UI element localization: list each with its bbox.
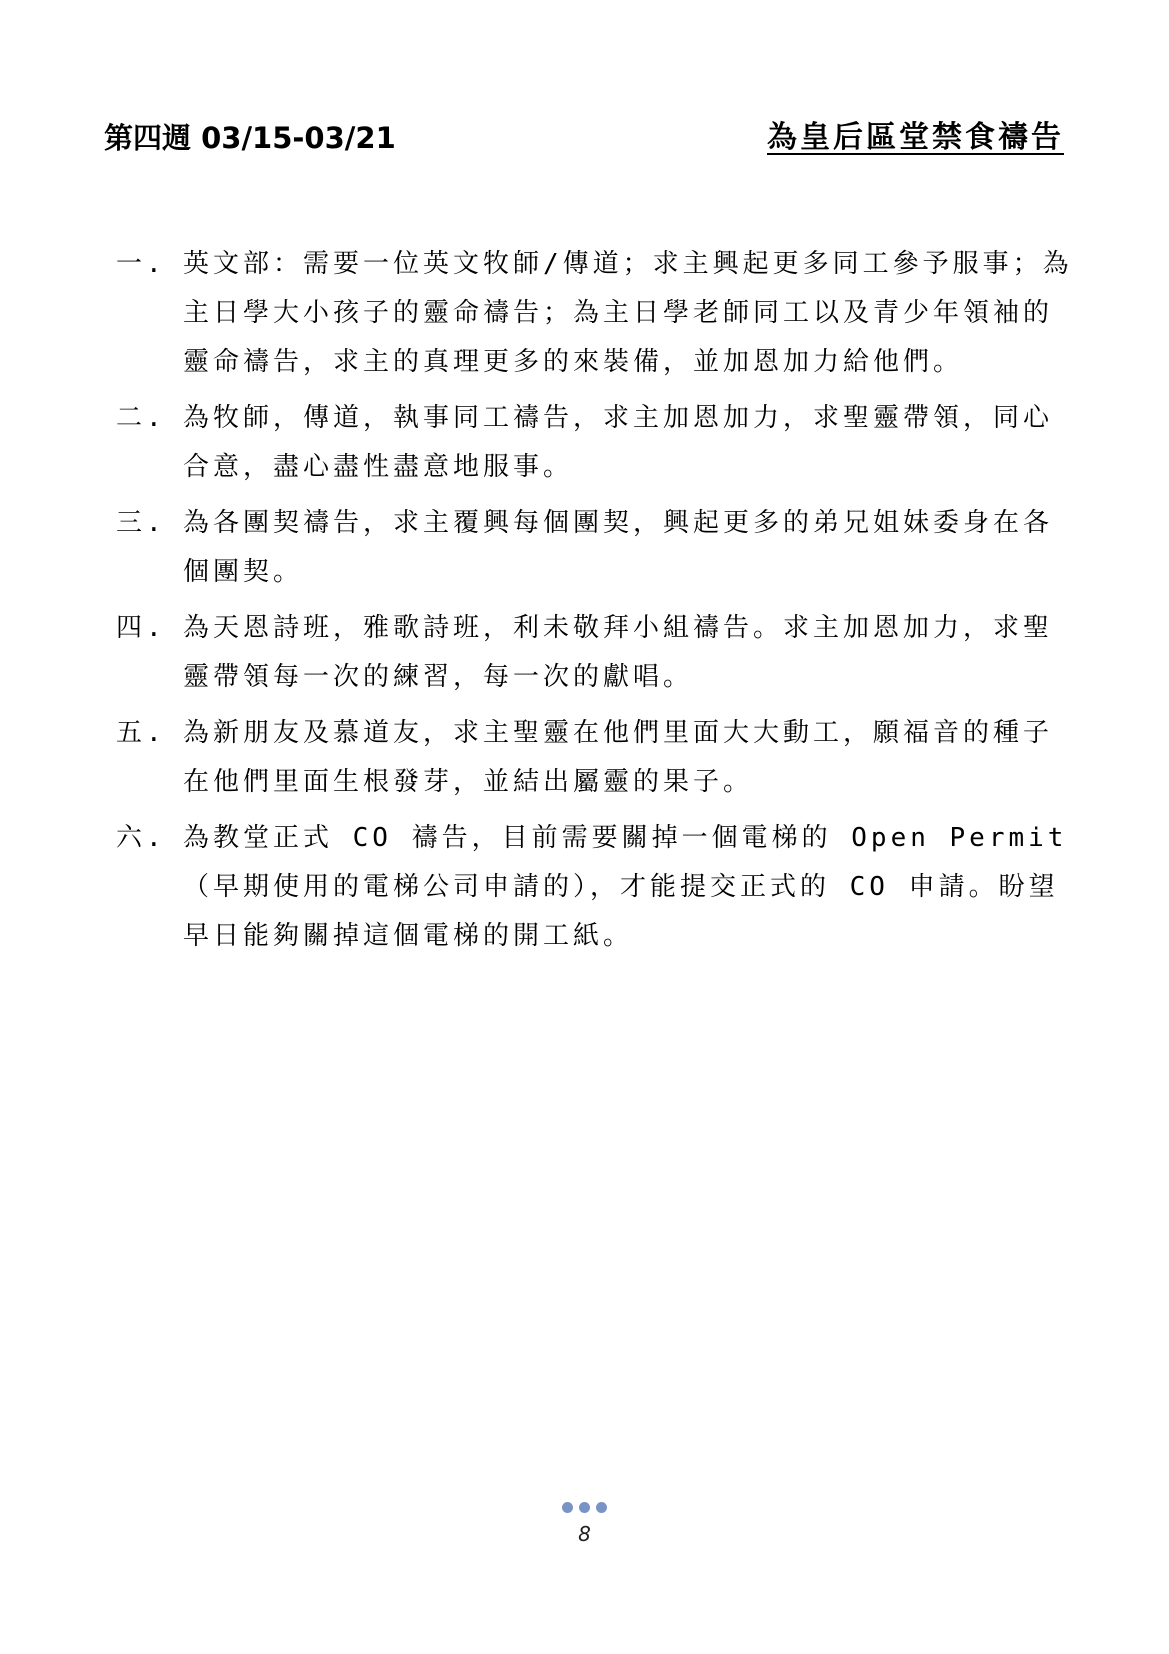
prayer-item-text: 為牧師，傳道，執事同工禱告，求主加恩加力，求聖靈帶領，同心合意，盡心盡性盡意地服事。 [183, 403, 1054, 482]
page-header [104, 118, 1064, 168]
ornament-dot [579, 1502, 590, 1513]
prayer-item-number: 一. [116, 249, 166, 279]
prayer-item-text: 為天恩詩班，雅歌詩班，利未敬拜小組禱告。求主加恩加力，求聖靈帶領每一次的練習，每一次的獻唱。 [183, 613, 1054, 692]
prayer-item-number: 四. [116, 613, 166, 643]
prayer-item-number: 五. [116, 718, 166, 748]
ornament-dot [596, 1502, 607, 1513]
prayer-item-5 [116, 709, 1076, 807]
page-title: 為皇后區堂禁食禱告 [767, 120, 1064, 155]
prayer-item-4 [116, 604, 1076, 702]
prayer-item-6 [116, 814, 1076, 961]
prayer-item-number: 三. [116, 508, 166, 538]
prayer-item-number: 六. [116, 823, 166, 853]
prayer-item-text: 英文部：需要一位英文牧師/傳道；求主興起更多同工參予服事；為主日學大小孩子的靈命禱告；為主日學老師同工以及青少年領袖的靈命禱告，求主的真理更多的來裝備，並加恩加力給他們。 [183, 249, 1073, 377]
week-label: 第四週 03/15-03/21 [104, 121, 396, 155]
prayer-item-number: 二. [116, 403, 166, 433]
prayer-item-1 [116, 240, 1076, 387]
prayer-item-text: 為各團契禱告，求主覆興每個團契，興起更多的弟兄姐妹委身在各個團契。 [183, 508, 1054, 587]
page-dots-ornament [562, 1502, 607, 1513]
prayer-list [116, 240, 1076, 968]
prayer-item-text: 為新朋友及慕道友，求主聖靈在他們里面大大動工，願福音的種子在他們里面生根發芽，並結出屬靈的果子。 [183, 718, 1054, 797]
page-footer [0, 1500, 1169, 1546]
ornament-dot [562, 1502, 573, 1513]
prayer-item-3 [116, 499, 1076, 597]
prayer-item-text: 為教堂正式 CO 禱告，目前需要關掉一個電梯的 Open Permit （早期使用的電梯公司申請的），才能提交正式的 CO 申請。盼望早日能夠關掉這個電梯的開工紙。 [183, 823, 1068, 951]
page-number: 8 [578, 1522, 591, 1546]
prayer-item-2 [116, 394, 1076, 492]
